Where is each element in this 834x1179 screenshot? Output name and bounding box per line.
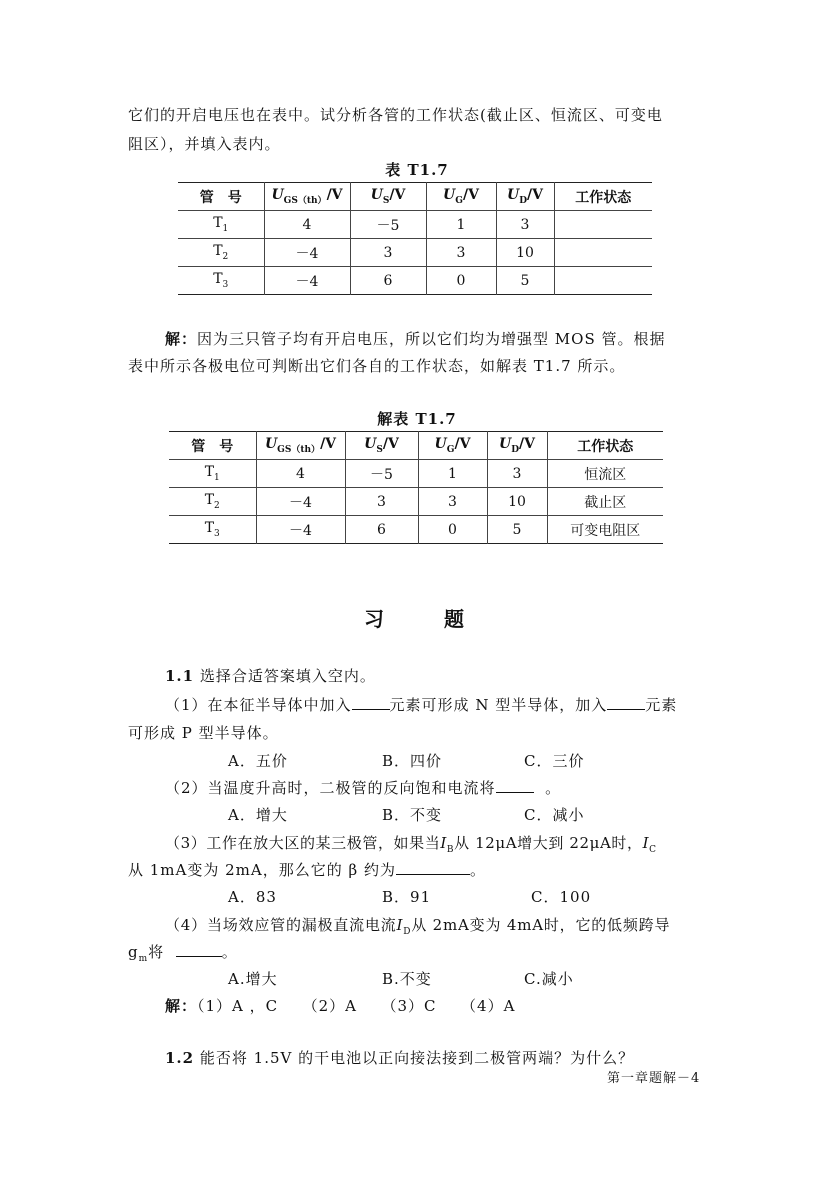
answer-blank[interactable] — [496, 778, 534, 793]
intro-line-2: 阻区），并填入表内。 — [128, 135, 281, 153]
table2-cell-tube: $T_3$ — [204, 520, 220, 539]
table2-cell-us: 6 — [345, 516, 418, 544]
table1-cell-ud: 5 — [496, 267, 554, 295]
q11-part3-option-c: C．100 — [531, 888, 592, 906]
table1-cell-ugs: －4 — [264, 267, 350, 295]
table2-header-ud: $U_D/V$ — [487, 432, 547, 460]
q12-heading: 1.2 能否将 1.5V 的干电池以正向接法接到二极管两端？为什么？ — [165, 1049, 635, 1067]
table2-cell-ugs: 4 — [256, 460, 345, 488]
table2-header-state: 工作状态 — [547, 432, 663, 460]
table2-header-tube: 管 号 — [191, 438, 234, 455]
q11-part1-line1: （1）在本征半导体中加入 元素可形成 N 型半导体，加入 元素 — [165, 696, 678, 714]
table1-header-us: $U_S/V$ — [350, 183, 426, 211]
table1-header-ug: $U_G/V$ — [426, 183, 496, 211]
page-footer: 第一章题解－4 — [607, 1071, 701, 1086]
table1-cell-ud: 3 — [496, 211, 554, 239]
table1-header-row — [178, 183, 652, 211]
table2-cell-us: 3 — [345, 488, 418, 516]
answer-blank[interactable] — [607, 695, 645, 710]
table2-cell-us: －5 — [345, 460, 418, 488]
table-row — [178, 211, 652, 239]
table2-cell-ud: 10 — [487, 488, 547, 516]
table1-cell-ugs: －4 — [264, 239, 350, 267]
table-row — [169, 516, 663, 544]
table1-cell-ug: 0 — [426, 267, 496, 295]
table1-cell-us: 3 — [350, 239, 426, 267]
q11-part3-line2: 从 1mA变为 2mA，那么它的 β 约为 。 — [128, 861, 486, 879]
table1-cell-ugs: 4 — [264, 211, 350, 239]
table2-cell-ug: 1 — [418, 460, 487, 488]
table2-cell-ugs: －4 — [256, 516, 345, 544]
q11-part1-line2: 可形成 P 型半导体。 — [128, 724, 279, 742]
table1-cell-us: －5 — [350, 211, 426, 239]
table1-header-ugs: $U_{GS(th)}/V$ — [264, 183, 350, 211]
table2-cell-ug: 3 — [418, 488, 487, 516]
q11-part1-option-c: C．三价 — [524, 752, 585, 770]
table2-caption: 解表 T1.7 — [377, 410, 457, 428]
q11-part4-line1: （4）当场效应管的漏极直流电流$I_D$从 2mA变为 4mA时，它的低频跨导 — [165, 916, 671, 937]
table2 — [169, 431, 663, 544]
table1-cell-ug: 1 — [426, 211, 496, 239]
q11-part4-line2: $g_m$将 。 — [128, 943, 238, 964]
table2-cell-state: 可变电阻区 — [547, 516, 663, 544]
section-title: 习题 — [364, 607, 524, 631]
solution1-line-1: 解：因为三只管子均有开启电压，所以它们均为增强型 MOS 管。根据 — [165, 330, 666, 348]
table1-cell-ug: 3 — [426, 239, 496, 267]
table1-cell-us: 6 — [350, 267, 426, 295]
table1-header-state: 工作状态 — [554, 183, 652, 211]
table1-header-tube: 管 号 — [199, 189, 242, 206]
q11-heading: 1.1 选择合适答案填入空内。 — [165, 667, 376, 685]
table1-cell-state — [554, 267, 652, 295]
q11-part3-line1: （3）工作在放大区的某三极管，如果当$I_B$从 12μA增大到 22μA时，$I_C$ — [165, 834, 657, 855]
table1-header-ud: $U_D/V$ — [496, 183, 554, 211]
table1-caption: 表 T1.7 — [385, 161, 449, 179]
table1-cell-tube: $T_1$ — [213, 215, 229, 234]
table2-header-row — [169, 432, 663, 460]
table1-cell-state — [554, 239, 652, 267]
table-row — [169, 488, 663, 516]
table2-cell-ud: 5 — [487, 516, 547, 544]
q11-part1-option-a: A．五价 — [228, 752, 288, 770]
q11-part3-option-b: B．91 — [382, 888, 432, 906]
table1-cell-tube: $T_2$ — [213, 243, 229, 262]
table2-header-us: $U_S/V$ — [345, 432, 418, 460]
q11-part1-option-b: B．四价 — [382, 752, 443, 770]
table2-cell-ug: 0 — [418, 516, 487, 544]
table1-cell-tube: $T_3$ — [213, 271, 229, 290]
table2-cell-tube: $T_1$ — [204, 464, 220, 483]
q11-part2-option-c: C．减小 — [524, 806, 585, 824]
q11-part3-option-a: A．83 — [228, 888, 277, 906]
table1-cell-ud: 10 — [496, 239, 554, 267]
table1 — [178, 182, 652, 295]
table2-cell-state: 截止区 — [547, 488, 663, 516]
table2-cell-tube: $T_2$ — [204, 492, 220, 511]
table2-cell-state: 恒流区 — [547, 460, 663, 488]
answer-blank[interactable] — [352, 695, 390, 710]
table2-header-ug: $U_G/V$ — [418, 432, 487, 460]
table2-cell-ud: 3 — [487, 460, 547, 488]
table2-cell-ugs: －4 — [256, 488, 345, 516]
table-row — [169, 460, 663, 488]
answer-blank[interactable] — [396, 860, 470, 875]
table2-header-ugs: $U_{GS(th)}/V$ — [256, 432, 345, 460]
q11-part4-option-b: B.不变 — [382, 970, 432, 988]
q11-answer: 解：（1）A ，C （2）A （3）C （4）A — [165, 997, 516, 1015]
table1-cell-state — [554, 211, 652, 239]
solution1-line-2: 表中所示各极电位可判断出它们各自的工作状态，如解表 T1.7 所示。 — [128, 357, 626, 375]
table-row — [178, 267, 652, 295]
answer-blank[interactable] — [176, 942, 222, 957]
q11-part2-line: （2）当温度升高时，二极管的反向饱和电流将 。 — [165, 779, 562, 797]
q11-part2-option-a: A．增大 — [228, 806, 288, 824]
q11-part2-option-b: B．不变 — [382, 806, 443, 824]
q11-part4-option-a: A.增大 — [228, 970, 278, 988]
q11-part4-option-c: C.减小 — [524, 970, 574, 988]
table-row — [178, 239, 652, 267]
intro-line-1: 它们的开启电压也在表中。试分析各管的工作状态(截止区、恒流区、可变电 — [128, 106, 663, 124]
